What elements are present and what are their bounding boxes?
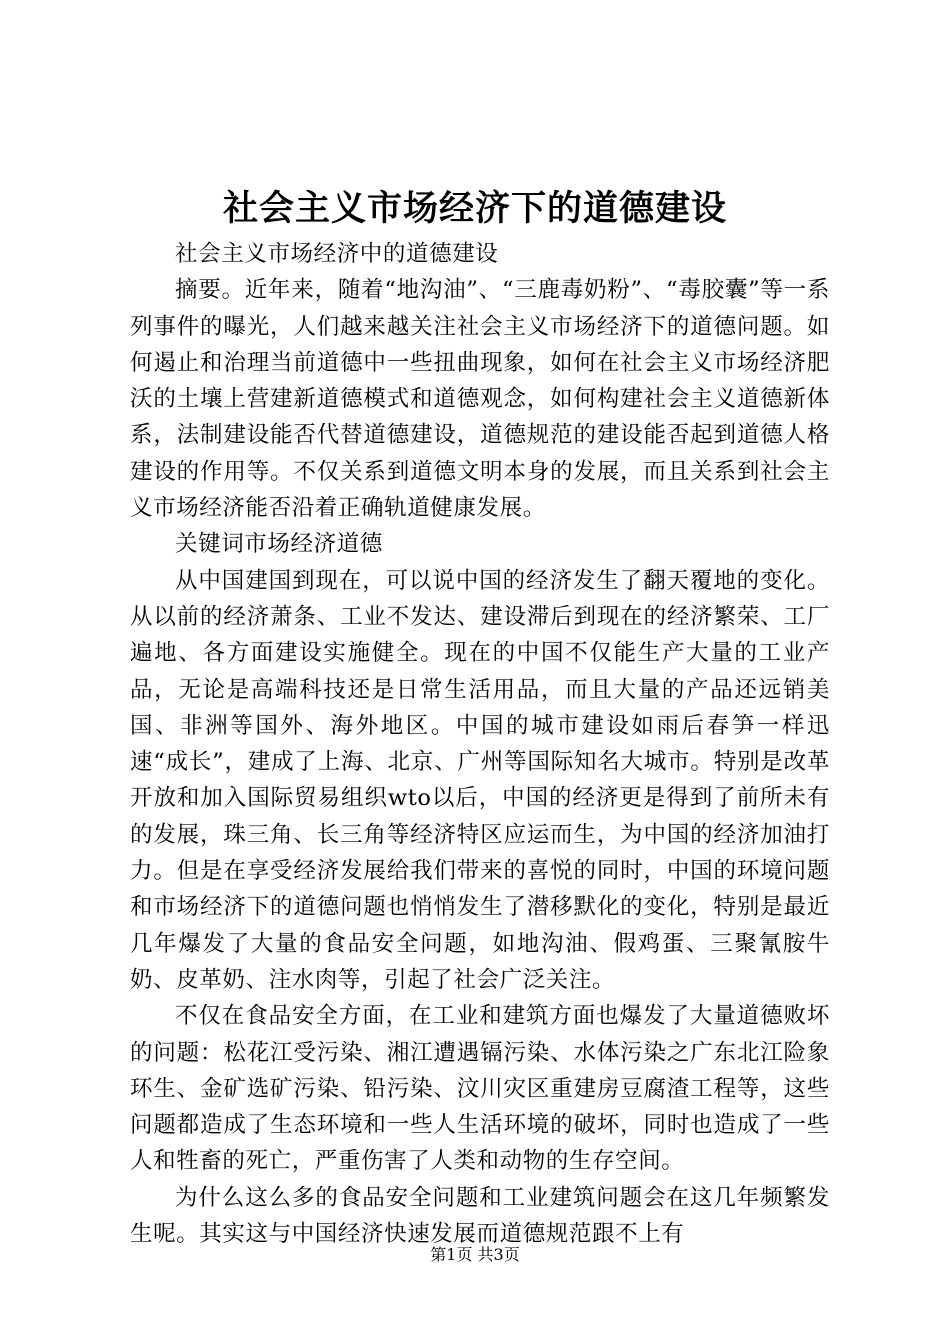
keywords-paragraph: 关键词市场经济道德 <box>175 531 383 558</box>
body-paragraph: 从中国建国到现在，可以说中国的经济发生了翻天覆地的变化。从以前的经济萧条、工业不发达、建设滞后到现在的经济繁荣、工厂遍地、各方面建设实施健全。现在的中国不仅能生产大量的工业产品，无论是高端科技还是日常生活用品，而且大量的产品还远销美国、非洲等国外、海外地区。中国的城市建设如雨后春笋一样迅速“成长”，建成了上海、北京、广州等国际知名大城市。特别是改革开放和加入国际贸易组织wto以后，中国的经济更是得到了前所未有的发展，珠三角、长三角等经济特区应运而生，为中国的经济加油打力。但是在享受经济发展给我们带来的喜悦的同时，中国的环境问题和市场经济下的道德问题也悄悄发生了潜移默化的变化，特别是最近几年爆发了大量的食品安全问题，如地沟油、假鸡蛋、三聚氰胺牛奶、皮革奶、注水肉等，引起了社会广泛关注。 <box>130 567 830 993</box>
page-number-footer: 第1页 共3页 <box>430 1245 520 1264</box>
body-paragraph: 不仅在食品安全方面，在工业和建筑方面也爆发了大量道德败坏的问题：松花江受污染、湘江遭遇镉污染、水体污染之广东北江险象环生、金矿选矿污染、铅污染、汶川灾区重建房豆腐渣工程等，这些问题都造成了生态环境和一些人生活环境的破坏，同时也造成了一些人和牲畜的死亡，严重伤害了人类和动物的生存空间。 <box>130 1003 830 1175</box>
subtitle-paragraph: 社会主义市场经济中的道德建设 <box>175 241 499 267</box>
document-body <box>130 236 830 1252</box>
body-paragraph: 为什么这么多的食品安全问题和工业建筑问题会在这几年频繁发生呢。其实这与中国经济快速发展而道德规范跟不上有 <box>130 1184 830 1248</box>
abstract-paragraph: 摘要。近年来，随着“地沟油”、“三鹿毒奶粉”、“毒胶囊”等一系列事件的曝光，人们越来越关注社会主义市场经济下的道德问题。如何遏止和治理当前道德中一些扭曲现象，如何在社会主义市场经济肥沃的土壤上营建新道德模式和道德观念，如何构建社会主义道德新体系，法制建设能否代替道德建设，道德规范的建设能否起到道德人格建设的作用等。不仅关系到道德文明本身的发展，而且关系到社会主义市场经济能否沿着正确轨道健康发展。 <box>130 277 830 522</box>
document-title: 社会主义市场经济下的道德建设 <box>222 188 727 229</box>
